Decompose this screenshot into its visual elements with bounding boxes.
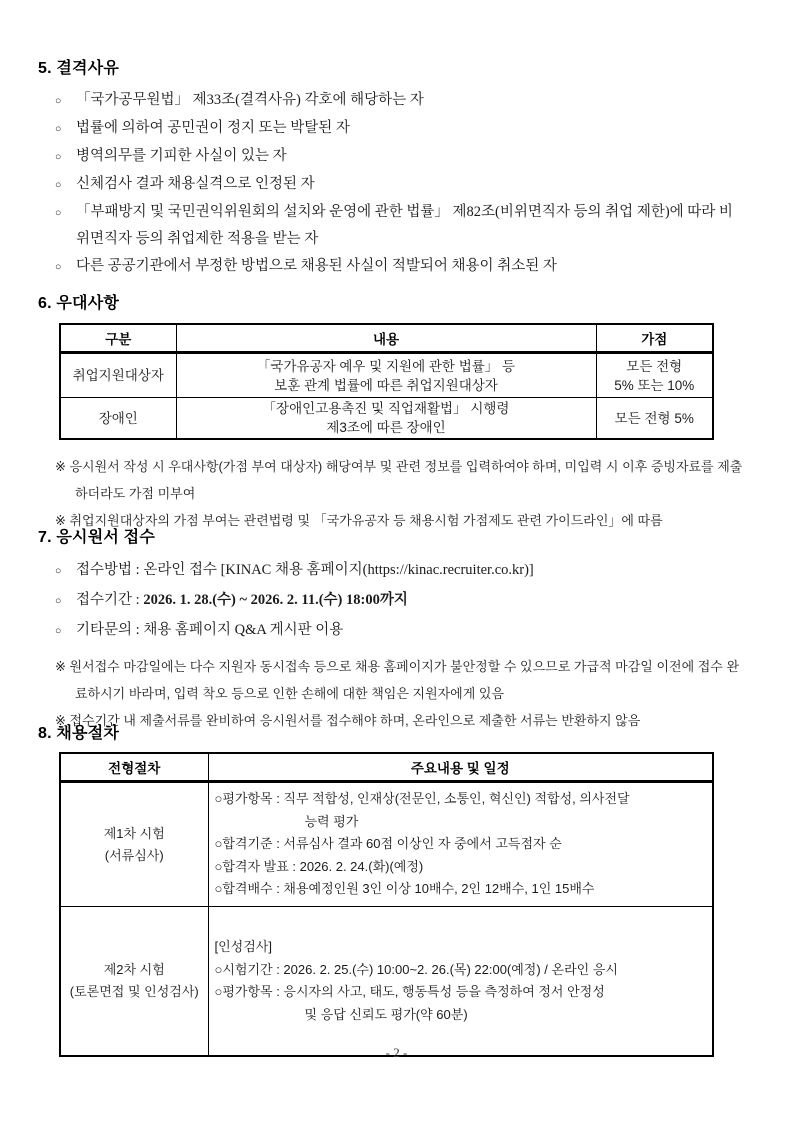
detail-line: ○합격기준 : 서류심사 결과 60점 이상인 자 중에서 고득점자 순 bbox=[214, 836, 562, 852]
section-process bbox=[38, 720, 744, 1057]
list-item bbox=[55, 171, 744, 199]
list-item-text bbox=[76, 616, 744, 644]
circle-bullet-icon: ○ bbox=[55, 566, 62, 577]
content-line: 제3조에 따른 장애인 bbox=[326, 420, 446, 435]
field-value: 온라인 접수 [KINAC 채용 홈페이지(https://kinac.recruiter.co.kr)] bbox=[143, 562, 534, 578]
preference-table bbox=[59, 323, 714, 440]
field-value-period: 2026. 1. 28.(수) ~ 2026. 2. 11.(수) 18:00까지 bbox=[143, 592, 408, 608]
field-label: 기타문의 : bbox=[76, 622, 144, 638]
table-header-row bbox=[60, 324, 713, 353]
detail-line: ○시험기간 : 2026. 2. 25.(수) 10:00~2. 26.(목) 22:00(예정) / 온라인 응시 bbox=[214, 961, 618, 977]
page-footer bbox=[0, 1045, 793, 1061]
detail-line: ○합격배수 : 채용예정인원 3인 이상 10배수, 2인 12배수, 1인 15배수 bbox=[214, 881, 595, 897]
circle-bullet-icon: ○ bbox=[55, 596, 62, 607]
section-application bbox=[38, 524, 744, 734]
bonus-line: 모든 전형 5% bbox=[614, 410, 694, 426]
bonus-line: 모든 전형 bbox=[626, 358, 683, 374]
stage-cell bbox=[60, 907, 208, 1057]
list-item-text: 「국가공무원법」 제33조(결격사유) 각호에 해당하는 자 bbox=[76, 92, 424, 108]
content-cell bbox=[176, 353, 596, 398]
detail-line: ○평가항목 : 직무 적합성, 인재상(전문인, 소통인, 혁신인) 적합성, 의사전달 bbox=[214, 791, 630, 807]
circle-bullet-icon: ○ bbox=[55, 180, 62, 191]
detail-line: ○평가항목 : 응시자의 사고, 태도, 행동특성 등을 측정하여 정서 안정성 bbox=[214, 984, 605, 999]
column-header-detail: 주요내용 및 일정 bbox=[208, 753, 713, 782]
list-item-text: 「부패방지 및 국민권익위원회의 설치와 운영에 관한 법률」 제82조(비위면직자 등의 취업 제한)에 따라 비위면직자 등의 취업제한 적용을 받는 자 bbox=[76, 204, 733, 247]
section-title: 7. 응시원서 접수 bbox=[38, 529, 155, 546]
field-value: 채용 홈페이지 Q&A 게시판 이용 bbox=[143, 622, 344, 638]
list-item bbox=[55, 616, 744, 646]
detail-line: 능력 평가 bbox=[304, 813, 359, 829]
bonus-line: 5% 또는 10% bbox=[614, 377, 695, 393]
list-item-text: 다른 공공기관에서 부정한 방법으로 채용된 사실이 적발되어 채용이 취소된 자 bbox=[76, 258, 557, 274]
circle-bullet-icon: ○ bbox=[55, 124, 62, 135]
column-header-bonus: 가점 bbox=[596, 324, 713, 353]
detail-line: ○합격자 발표 : 2026. 2. 24.(화)(예정) bbox=[214, 858, 424, 874]
bonus-cell bbox=[596, 353, 713, 398]
detail-line: 및 응답 신뢰도 평가(약 60분) bbox=[304, 1006, 468, 1022]
list-item-text: 병역의무를 기피한 사실이 있는 자 bbox=[76, 148, 287, 164]
list-item bbox=[55, 143, 744, 171]
detail-cell bbox=[208, 782, 713, 907]
detail-line: [인성검사] bbox=[214, 939, 272, 954]
list-item-text bbox=[76, 586, 744, 614]
circle-bullet-icon: ○ bbox=[55, 262, 62, 273]
circle-bullet-icon: ○ bbox=[55, 626, 62, 637]
process-table bbox=[59, 752, 714, 1057]
column-header-content: 내용 bbox=[176, 324, 596, 353]
disqualification-list bbox=[55, 87, 744, 281]
content-line: 「국가유공자 예우 및 지원에 관한 법률」 등 bbox=[256, 358, 516, 374]
section-title: 6. 우대사항 bbox=[38, 295, 120, 312]
category-cell: 장애인 bbox=[60, 398, 176, 440]
note: ※ 접수기간 내 제출서류를 완비하여 응시원서를 접수해야 하며, 온라인으로 제출한 서류는 반환하지 않음 bbox=[55, 713, 641, 728]
bonus-cell bbox=[596, 398, 713, 440]
list-item-text: 신체검사 결과 채용실격으로 인정된 자 bbox=[76, 176, 315, 192]
circle-bullet-icon: ○ bbox=[55, 152, 62, 163]
content-cell bbox=[176, 398, 596, 440]
content-line: 「장애인고용촉진 및 직업재활법」 시행령 bbox=[262, 401, 510, 416]
preference-notes bbox=[55, 453, 744, 534]
application-list bbox=[55, 556, 744, 646]
stage-line: 제1차 시험 bbox=[103, 825, 165, 841]
list-item bbox=[55, 199, 744, 253]
field-label: 접수기간 : bbox=[76, 592, 144, 608]
section-preference bbox=[38, 290, 744, 534]
column-header-category: 구분 bbox=[60, 324, 176, 353]
category-cell: 취업지원대상자 bbox=[60, 353, 176, 398]
stage-line: 제2차 시험 bbox=[103, 962, 165, 977]
list-item bbox=[55, 115, 744, 143]
detail-cell bbox=[208, 907, 713, 1057]
table-header-row bbox=[60, 753, 713, 782]
section-disqualification bbox=[38, 55, 744, 281]
list-item-text: 법률에 의하여 공민권이 정지 또는 박탈된 자 bbox=[76, 120, 350, 136]
content-line: 보훈 관계 법률에 따른 취업지원대상자 bbox=[274, 377, 498, 393]
table-row bbox=[60, 398, 713, 440]
list-item-text bbox=[76, 556, 744, 584]
circle-bullet-icon: ○ bbox=[55, 96, 62, 107]
note: ※ 응시원서 작성 시 우대사항(가점 부여 대상자) 해당여부 및 관련 정보를 입력하여야 하며, 미입력 시 이후 증빙자료를 제출하더라도 가점 미부여 bbox=[55, 459, 743, 501]
column-header-stage: 전형절차 bbox=[60, 753, 208, 782]
stage-line: (서류심사) bbox=[104, 847, 164, 863]
list-item bbox=[55, 556, 744, 586]
table-row bbox=[60, 782, 713, 907]
field-label: 접수방법 : bbox=[76, 562, 144, 578]
list-item bbox=[55, 87, 744, 115]
list-item bbox=[55, 253, 744, 281]
section-title: 8. 채용절차 bbox=[38, 725, 120, 742]
note: ※ 원서접수 마감일에는 다수 지원자 동시접속 등으로 채용 홈페이지가 불안정할 수 있으므로 가급적 마감일 이전에 접수 완료하시기 바라며, 입력 착오 등으로 인한 손해에 대한 책임은 지원자에게 있음 bbox=[55, 659, 740, 701]
note: ※ 취업지원대상자의 가점 부여는 관련법령 및 「국가유공자 등 채용시험 가점제도 관련 가이드라인」에 따름 bbox=[55, 513, 663, 528]
page-number: - 2 - bbox=[385, 1045, 408, 1060]
circle-bullet-icon: ○ bbox=[55, 208, 62, 219]
stage-cell bbox=[60, 782, 208, 907]
table-row bbox=[60, 907, 713, 1057]
table-row bbox=[60, 353, 713, 398]
section-title: 5. 결격사유 bbox=[38, 60, 120, 77]
stage-line: (토론면접 및 인성검사) bbox=[69, 984, 199, 999]
list-item bbox=[55, 586, 744, 616]
